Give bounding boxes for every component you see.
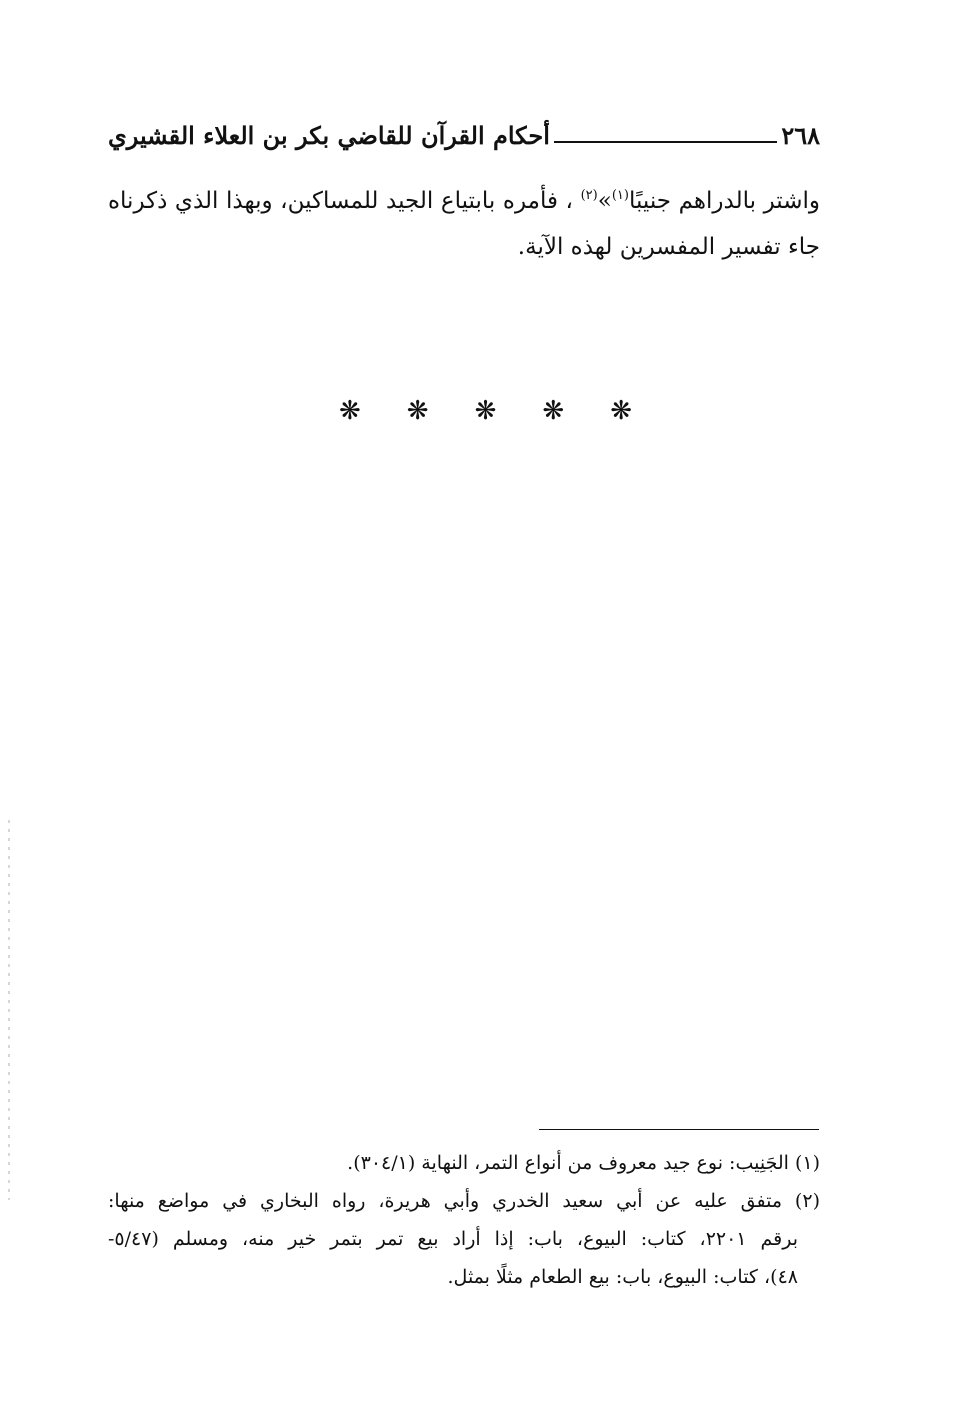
ornament-star: ❋: [474, 396, 497, 426]
header-rule: [554, 141, 777, 143]
ornament-star: ❋: [610, 396, 632, 426]
page-number: ٢٦٨: [781, 121, 820, 150]
footnote-ref-2[interactable]: (٢): [580, 188, 598, 203]
body-line-1-end: ، فأمره بابتياع الجيد للمساكين، وبهذا الذي ذكرناه: [108, 188, 573, 214]
footnote-2-line-2: برقم ٢٢٠١، كتاب: البيوع، باب: إذا أراد بيع تمر بتمر خير منه، ومسلم (٥/٤٧-: [108, 1228, 798, 1250]
scan-edge-artifact: [8, 820, 10, 1200]
footnotes: [108, 1144, 820, 1296]
section-ornament: [0, 396, 971, 426]
body-text: [108, 178, 820, 270]
body-line-1-start: واشتر بالدراهم جنيبًا: [628, 188, 821, 214]
footnote-2-line-3: ٤٨)، كتاب: البيوع، باب: بيع الطعام مثلًا بمثل.: [447, 1266, 798, 1288]
ornament-star: ❋: [542, 396, 565, 426]
ornament-star: ❋: [339, 396, 361, 426]
book-title: أحكام القرآن للقاضي بكر بن العلاء القشيري: [108, 121, 550, 150]
body-line-1: [108, 178, 820, 224]
ornament-star: ❋: [406, 396, 429, 426]
footnote-ref-1[interactable]: (١): [611, 188, 629, 203]
footnote-1: (١) الجَنِيب: نوع جيد معروف من أنواع التمر، النهاية (٣٠٤/١).: [347, 1152, 820, 1174]
closing-quote: »: [597, 188, 612, 214]
footnote-separator: [539, 1129, 819, 1130]
body-line-2: جاء تفسير المفسرين لهذه الآية.: [517, 234, 820, 260]
footnote-2-line-1: (٢) متفق عليه عن أبي سعيد الخدري وأبي هريرة، رواه البخاري في مواضع منها:: [108, 1190, 820, 1212]
running-header: [108, 112, 820, 148]
